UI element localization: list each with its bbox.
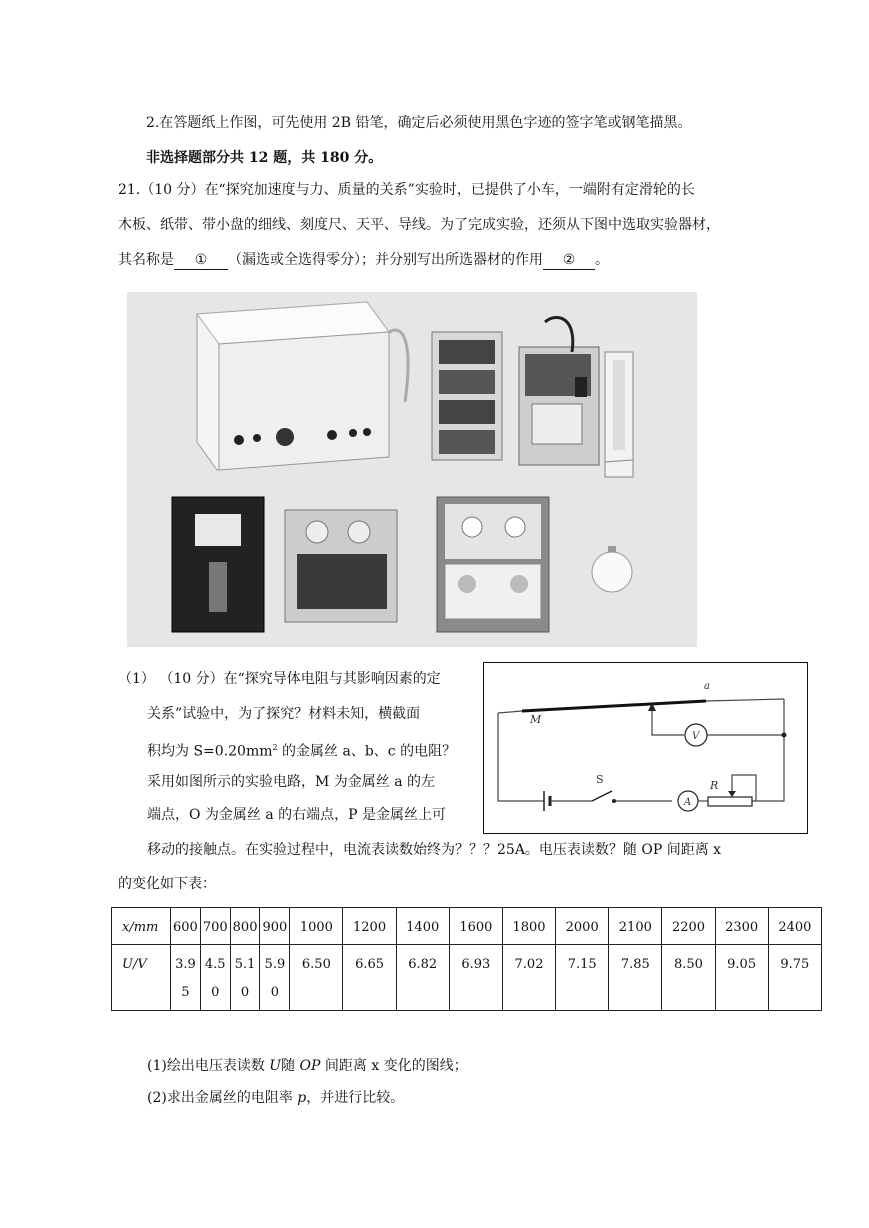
- spring-scale-image: [605, 352, 633, 477]
- u-cell: 9.75: [768, 945, 821, 1011]
- task-1-op: OP: [299, 1058, 321, 1074]
- x-cell: 1200: [343, 908, 396, 945]
- task-1-c: 间距离 x 变化的图线；: [320, 1058, 468, 1074]
- sub-line-1: （1） （10 分）在“探究导体电阻与其影响因素的定: [118, 671, 441, 687]
- table-row: [112, 908, 822, 945]
- u-cell: 7.85: [609, 945, 662, 1011]
- answer-blank-1: ①: [174, 251, 228, 270]
- task-2-p: p: [297, 1090, 307, 1106]
- label-m: M: [530, 713, 542, 726]
- sub-line-6: 移动的接触点。在实验过程中，电流表读数始终为？？？25A。电压表读数？随 OP 间距离 x: [147, 842, 722, 858]
- u-cell: 7.15: [556, 945, 609, 1011]
- x-cell: 1800: [502, 908, 555, 945]
- task-1-a: (1)绘出电压表读数: [147, 1058, 270, 1074]
- label-a: a: [704, 681, 710, 692]
- sub-line-7: 的变化如下表：: [118, 876, 216, 892]
- u-cell: 5.1 0: [230, 945, 260, 1011]
- x-header: x/mm: [112, 908, 171, 945]
- answer-blank-2: ②: [543, 251, 595, 270]
- q21-line-3-b: （漏选或全选得零分）；并分别写出所选器材的作用: [228, 252, 543, 268]
- sub-line-4: 采用如图所示的实验电路，M 为金属丝 a 的左: [147, 774, 436, 790]
- table-row: [112, 945, 822, 1011]
- coil-image: [172, 497, 264, 632]
- equipment-photo: [127, 292, 697, 647]
- q21-line-3: [118, 250, 609, 270]
- u-cell: 6.93: [449, 945, 502, 1011]
- task-2-b: ，并进行比较。: [306, 1090, 405, 1106]
- u-cell: 7.02: [502, 945, 555, 1011]
- task-2: [147, 1088, 404, 1108]
- power-supply-image: [197, 302, 389, 470]
- u-cell: 6.82: [396, 945, 449, 1011]
- sub-line-3: [147, 738, 456, 762]
- data-table: [111, 907, 822, 1011]
- u-header: U/V: [112, 945, 171, 1011]
- x-cell: 2300: [715, 908, 768, 945]
- sub-line-5: 端点，O 为金属丝 a 的右端点，P 是金属丝上可: [147, 807, 447, 823]
- q21-line-2: 木板、纸带、带小盘的细线、刻度尺、天平、导线。为了完成实验，还须从下图中选取实验器材，: [118, 217, 720, 233]
- x-cell: 2400: [768, 908, 821, 945]
- section-header: 非选择题部分共 12 题，共 180 分。: [146, 150, 383, 166]
- circuit-diagram: [483, 662, 808, 834]
- x-cell: 2100: [609, 908, 662, 945]
- q21-line-1: 21.（10 分）在“探究加速度与力、质量的关系”实验时，已提供了小车，一端附有定滑轮的长: [118, 182, 695, 198]
- q21-line-3-a: 其名称是: [118, 252, 174, 268]
- task-2-a: (2)求出金属丝的电阻率: [147, 1090, 298, 1106]
- label-r: R: [710, 779, 719, 792]
- u-cell: 5.9 0: [260, 945, 290, 1011]
- u-cell: 8.50: [662, 945, 715, 1011]
- q21-line-3-c: 。: [595, 252, 609, 268]
- task-1: [147, 1056, 468, 1076]
- x-cell: 700: [200, 908, 230, 945]
- sub-line-2: 关系”试验中，为了探究？材料未知，横截面: [147, 706, 421, 722]
- x-cell: 600: [171, 908, 201, 945]
- u-cell: 6.65: [343, 945, 396, 1011]
- task-1-b: 随: [281, 1058, 300, 1074]
- x-cell: 2200: [662, 908, 715, 945]
- u-cell: 3.9 5: [171, 945, 201, 1011]
- label-s: S: [596, 773, 604, 786]
- battery-holder-image: [432, 332, 502, 460]
- x-cell: 1400: [396, 908, 449, 945]
- x-cell: 900: [260, 908, 290, 945]
- task-1-u: U: [269, 1058, 282, 1074]
- superscript-2: 2: [272, 743, 278, 752]
- u-cell: 6.50: [290, 945, 343, 1011]
- meter-box-2-image: [437, 497, 549, 632]
- note-2: 2.在答题纸上作图，可先使用 2B 铅笔，确定后必须使用黑色字迹的签字笔或钢笔描黑。: [146, 115, 692, 131]
- label-voltmeter: V: [692, 731, 700, 742]
- u-cell: 4.5 0: [200, 945, 230, 1011]
- label-ammeter: A: [684, 797, 692, 808]
- wire-a: [522, 701, 706, 711]
- x-cell: 1600: [449, 908, 502, 945]
- u-cell: 9.05: [715, 945, 768, 1011]
- sub-line-3-a: 积均为 S=0.20mm: [147, 743, 273, 760]
- x-cell: 1000: [290, 908, 343, 945]
- x-cell: 2000: [556, 908, 609, 945]
- sub-line-3-b: 的金属丝 a、b、c 的电阻？: [277, 743, 457, 760]
- meter-box-image: [285, 510, 397, 622]
- x-cell: 800: [230, 908, 260, 945]
